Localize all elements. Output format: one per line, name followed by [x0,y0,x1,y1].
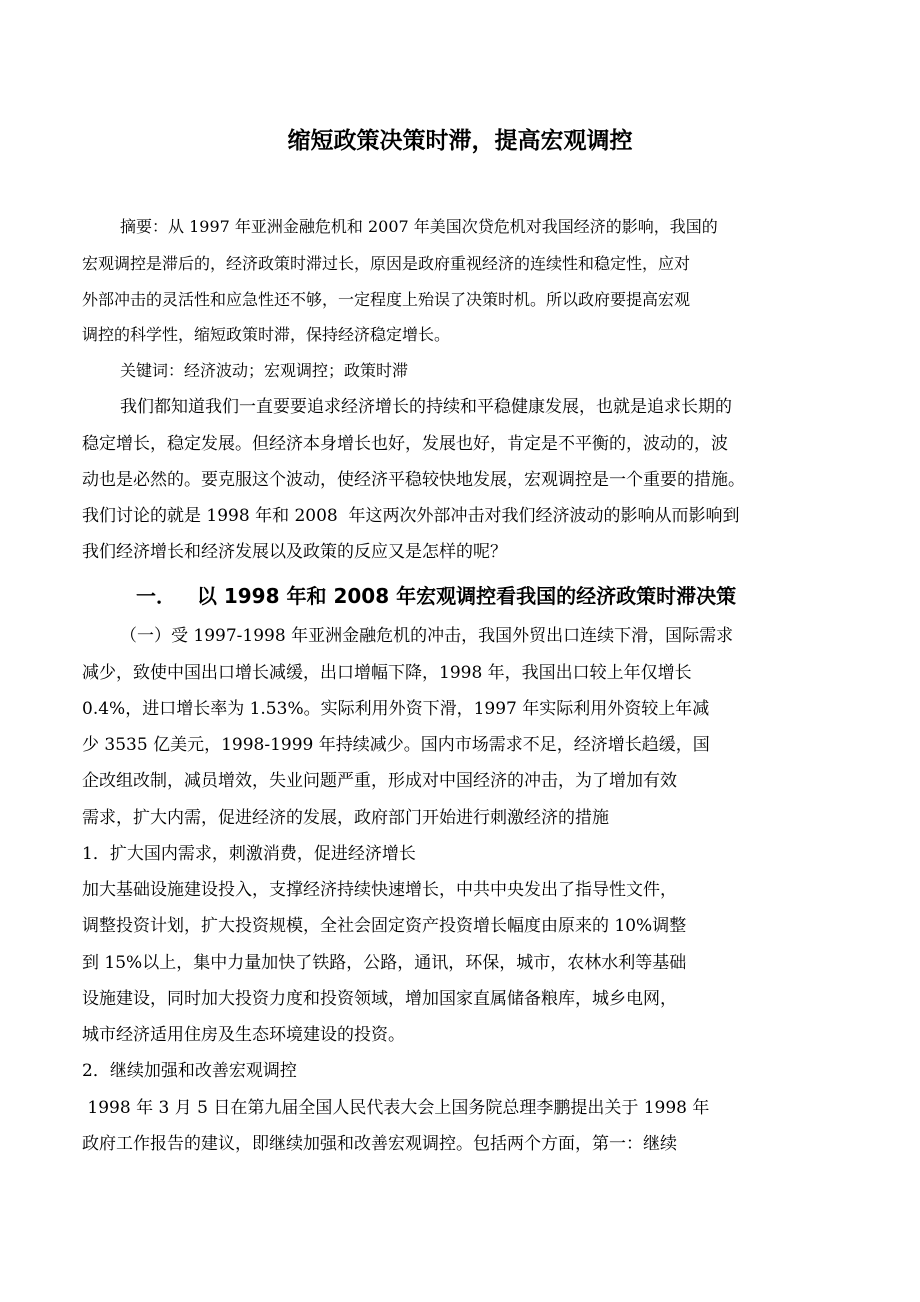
item-heading: 1．扩大国内需求，刺激消费，促进经济增长 [82,844,416,864]
item-heading: 2．继续加强和改善宏观调控 [82,1061,297,1081]
body-line: 到 15%以上，集中力量加快了铁路，公路，通讯，环保，城市，农林水利等基础 [82,953,687,973]
body-line: 少 3535 亿美元，1998-1999 年持续减少。国内市场需求不足，经济增长趋缓，国 [82,735,710,755]
intro-line: 我们讨论的就是 1998 年和 2008 年这两次外部冲击对我们经济波动的影响从而影响到 [82,506,740,526]
body-line: 城市经济适用住房及生态环境建设的投资。 [82,1025,405,1045]
abstract-line: 调控的科学性，缩短政策时滞，保持经济稳定增长。 [82,325,451,344]
body-line: 0.4%，进口增长率为 1.53%。实际利用外资下滑，1997 年实际利用外资较上年减 [82,699,710,719]
section-heading: 一． 以 1998 年和 2008 年宏观调控看我国的经济政策时滞决策 [136,584,737,608]
intro-line: 动也是必然的。要克服这个波动，使经济平稳较快地发展，宏观调控是一个重要的措施。 [82,470,745,490]
body-line: 调整投资计划，扩大投资规模，全社会固定资产投资增长幅度由原来的 10%调整 [82,916,687,936]
body-line: 需求，扩大内需，促进经济的发展，政府部门开始进行刺激经济的措施 [82,808,609,828]
abstract-line: 摘要：从 1997 年亚洲金融危机和 2007 年美国次贷危机对我国经济的影响，我国的 [120,217,718,236]
body-line: （一）受 1997-1998 年亚洲金融危机的冲击，我国外贸出口连续下滑，国际需求 [120,626,734,646]
page-title: 缩短政策决策时滞，提高宏观调控 [287,128,633,154]
abstract-line: 外部冲击的灵活性和应急性还不够，一定程度上殆误了决策时机。所以政府要提高宏观 [82,290,691,309]
intro-line: 我们都知道我们一直要要追求经济增长的持续和平稳健康发展，也就是追求长期的 [120,397,732,417]
body-line: 设施建设，同时加大投资力度和投资领域，增加国家直属储备粮库，城乡电网， [82,989,677,1009]
keywords-line: 关键词：经济波动；宏观调控；政策时滞 [120,361,409,380]
body-line: 加大基础设施建设投入，支撑经济持续快速增长，中共中央发出了指导性文件， [82,880,677,900]
body-line: 政府工作报告的建议，即继续加强和改善宏观调控。包括两个方面，第一：继续 [82,1134,677,1154]
intro-line: 稳定增长，稳定发展。但经济本身增长也好，发展也好，肯定是不平衡的，波动的，波 [82,434,728,454]
abstract-line: 宏观调控是滞后的，经济政策时滞过长，原因是政府重视经济的连续性和稳定性，应对 [82,254,691,273]
body-line: 企改组改制，减员增效，失业问题严重，形成对中国经济的冲击，为了增加有效 [82,771,677,791]
body-line: 减少，致使中国出口增长减缓，出口增幅下降，1998 年，我国出口较上年仅增长 [82,663,692,683]
body-line: 1998 年 3 月 5 日在第九届全国人民代表大会上国务院总理李鹏提出关于 1998 年 [82,1098,710,1118]
intro-line: 我们经济增长和经济发展以及政策的反应又是怎样的呢？ [82,542,507,562]
